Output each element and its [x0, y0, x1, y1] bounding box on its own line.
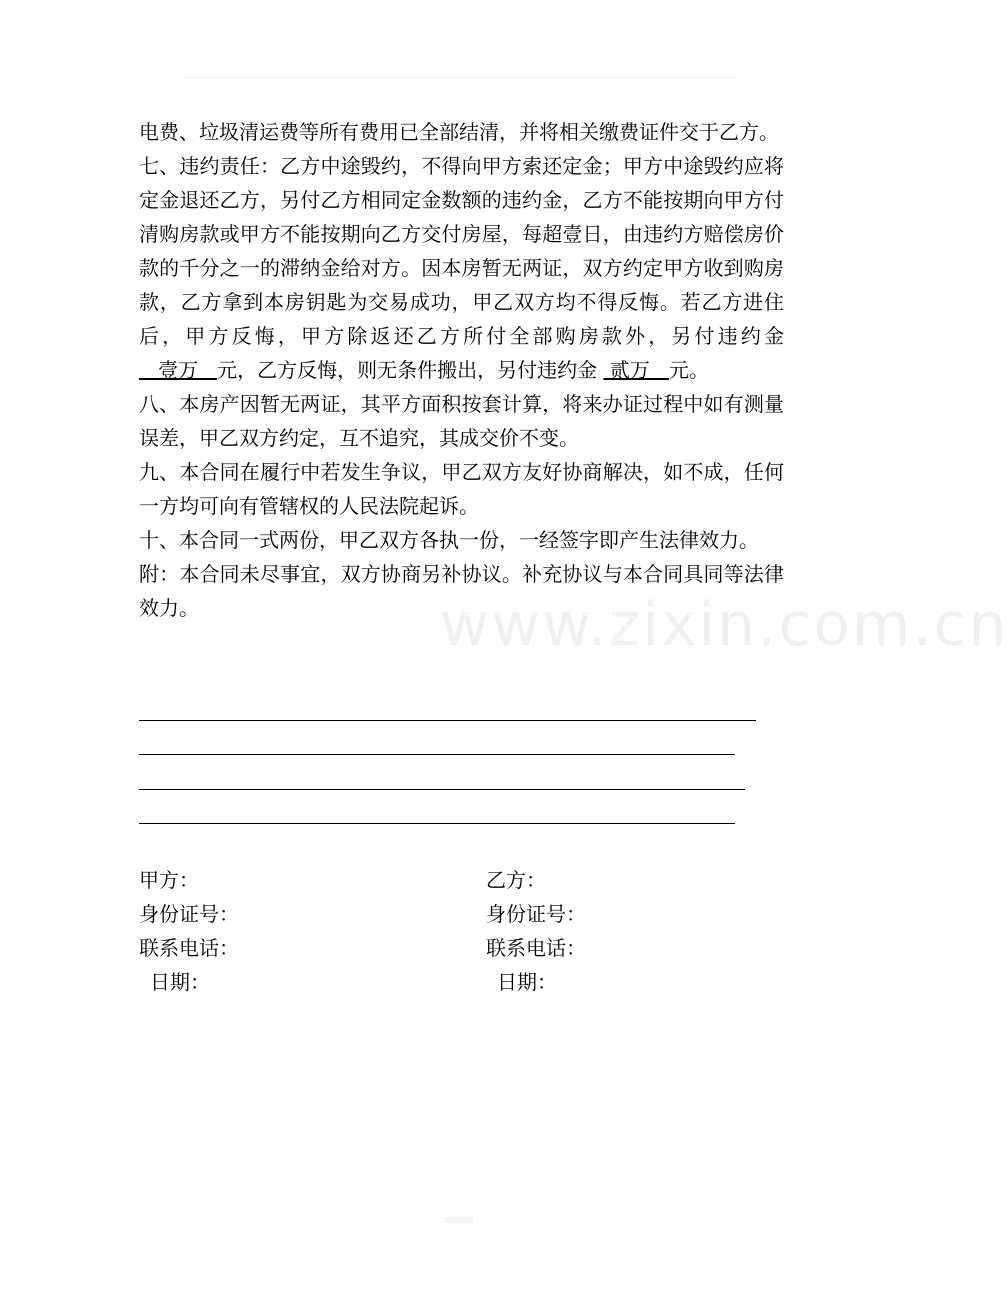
footer-mark: [445, 1217, 473, 1223]
clause-7-breach: [139, 149, 784, 387]
clause-7-text-b: 元，乙方反悔，则无条件搬出，另付违约金: [217, 358, 604, 382]
watermark: www.zixin.com.cn: [440, 590, 1008, 660]
clause-fees: 电费、垃圾清运费等所有费用已全部结清，并将相关缴费证件交于乙方。: [139, 120, 779, 144]
clause-9-dispute: 九、本合同在履行中若发生争议，甲乙双方友好协商解决，如不成，任何一方均可向有管辖权的人民法院起诉。: [139, 460, 784, 518]
party-a-id-label: 身份证号：: [139, 902, 239, 926]
blank-line-3: [139, 789, 745, 790]
blank-line-1: [139, 720, 756, 721]
clause-8-area: 八、本房产因暂无两证，其平方面积按套计算，将来办证过程中如有测量误差，甲乙双方约定，互不追究，其成交价不变。: [139, 392, 784, 450]
clause-10-copies: 十、本合同一式两份，甲乙双方各执一份，一经签字即产生法律效力。: [139, 528, 759, 552]
party-b-label: 乙方：: [486, 868, 546, 892]
penalty-amount-a: 壹万: [139, 358, 218, 382]
contract-body: [139, 115, 784, 625]
party-b-phone-label: 联系电话：: [486, 936, 586, 960]
party-a-label: 甲方：: [139, 868, 199, 892]
penalty-amount-b: 贰万: [603, 358, 669, 382]
header-rule: [185, 77, 735, 78]
clause-7-text-a: 七、违约责任：乙方中途毁约，不得向甲方索还定金；甲方中途毁约应将定金退还乙方，另付乙方相同定金数额的违约金，乙方不能按期向甲方付清购房款或甲方不能按期向乙方交付房屋，每超壹日，由违约方赔偿房价款的千分之一的滞纳金给对方。因本房暂无两证，双方约定甲方收到购房款，乙方拿到本房钥匙为交易成功，甲乙双方均不得反悔。若乙方进住后，甲方反悔，甲方除返还乙方所付全部购房款外，另付违约金: [139, 154, 784, 348]
party-a-date-label: 日期：: [150, 970, 210, 994]
blank-line-2: [139, 754, 735, 755]
blank-line-4: [139, 823, 735, 824]
party-b-id-label: 身份证号：: [486, 902, 586, 926]
party-a-phone-label: 联系电话：: [139, 936, 239, 960]
clause-7-text-c: 元。: [668, 358, 709, 382]
party-b-date-label: 日期：: [497, 970, 557, 994]
clause-appendix: 附：本合同未尽事宜，双方协商另补协议。补充协议与本合同具同等法律效力。: [139, 562, 784, 620]
